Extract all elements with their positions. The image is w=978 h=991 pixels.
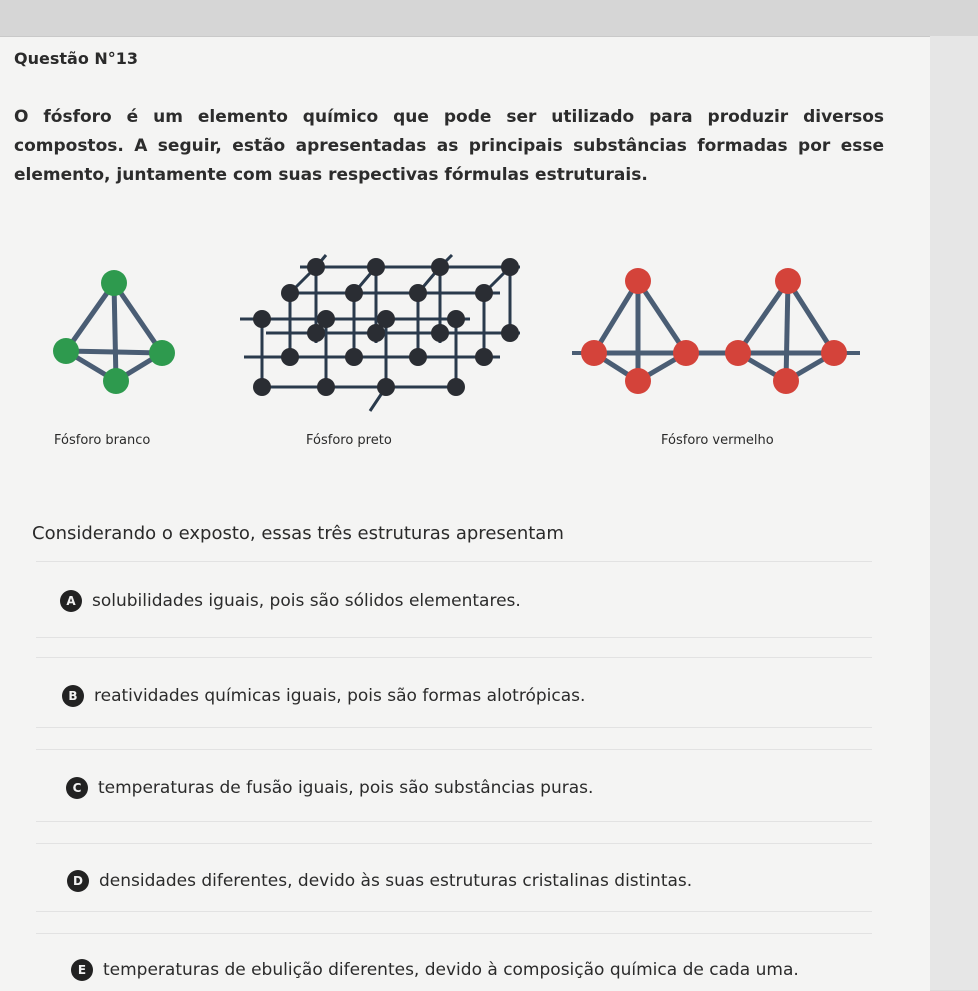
divider xyxy=(36,727,872,728)
atom xyxy=(431,324,449,342)
atom xyxy=(281,284,299,302)
atom xyxy=(103,368,129,394)
divider xyxy=(36,561,872,562)
atom xyxy=(447,310,465,328)
atom xyxy=(377,378,395,396)
atom xyxy=(821,340,847,366)
top-bar xyxy=(0,0,978,36)
atom xyxy=(775,268,801,294)
divider xyxy=(36,637,872,638)
option-text: temperaturas de fusão iguais, pois são substâncias puras. xyxy=(98,778,594,798)
caption-red-phosphorus: Fósforo vermelho xyxy=(661,433,774,448)
atom xyxy=(581,340,607,366)
atom xyxy=(625,268,651,294)
atom xyxy=(409,284,427,302)
option-text: reatividades químicas iguais, pois são formas alotrópicas. xyxy=(94,686,586,706)
atom xyxy=(345,348,363,366)
divider xyxy=(36,657,872,658)
atom xyxy=(307,324,325,342)
atom xyxy=(475,284,493,302)
atom xyxy=(281,348,299,366)
divider xyxy=(36,821,872,822)
atom xyxy=(673,340,699,366)
question-page xyxy=(0,36,930,991)
option-b[interactable] xyxy=(62,684,892,709)
option-c[interactable] xyxy=(66,776,896,801)
atom xyxy=(501,258,519,276)
atom xyxy=(447,378,465,396)
option-text: densidades diferentes, devido às suas estruturas cristalinas distintas. xyxy=(99,871,693,891)
caption-white-phosphorus: Fósforo branco xyxy=(54,433,151,448)
option-a[interactable] xyxy=(60,589,890,614)
atom xyxy=(773,368,799,394)
option-text: temperaturas de ebulição diferentes, devido à composição química de cada uma. xyxy=(103,960,799,980)
atom xyxy=(431,258,449,276)
atom xyxy=(317,378,335,396)
right-gutter xyxy=(930,36,978,990)
option-text: solubilidades iguais, pois são sólidos elementares. xyxy=(92,591,521,611)
option-letter: C xyxy=(66,777,88,799)
question-stem: O fósforo é um elemento químico que pode ser utilizado para produzir diversos compostos. A seguir, estão apresentadas as principais substâncias formadas por esse elemento, juntamente com suas respectivas fórmulas estruturais. xyxy=(14,107,884,185)
atom xyxy=(345,284,363,302)
divider xyxy=(36,843,872,844)
question-title: Questão N°13 xyxy=(14,49,139,68)
atom xyxy=(475,348,493,366)
option-letter: E xyxy=(71,959,93,981)
red-phosphorus-chain xyxy=(572,268,860,394)
atom xyxy=(53,338,79,364)
divider xyxy=(36,749,872,750)
atom xyxy=(367,258,385,276)
option-letter: D xyxy=(67,870,89,892)
option-letter: B xyxy=(62,685,84,707)
atom xyxy=(725,340,751,366)
atom xyxy=(409,348,427,366)
black-phosphorus-lattice xyxy=(240,255,520,411)
allotropes-diagram xyxy=(0,215,930,455)
atom xyxy=(149,340,175,366)
divider xyxy=(36,933,872,934)
atom xyxy=(501,324,519,342)
caption-black-phosphorus: Fósforo preto xyxy=(306,433,392,448)
option-e[interactable] xyxy=(71,958,861,983)
question-prompt: Considerando o exposto, essas três estruturas apresentam xyxy=(32,523,564,544)
divider xyxy=(36,911,872,912)
atom xyxy=(101,270,127,296)
phosphorus-figure xyxy=(0,215,930,455)
option-letter: A xyxy=(60,590,82,612)
atom xyxy=(253,378,271,396)
white-phosphorus-molecule xyxy=(53,270,175,394)
atom xyxy=(307,258,325,276)
atom xyxy=(367,324,385,342)
atom xyxy=(253,310,271,328)
option-d[interactable] xyxy=(67,869,897,894)
atom xyxy=(625,368,651,394)
